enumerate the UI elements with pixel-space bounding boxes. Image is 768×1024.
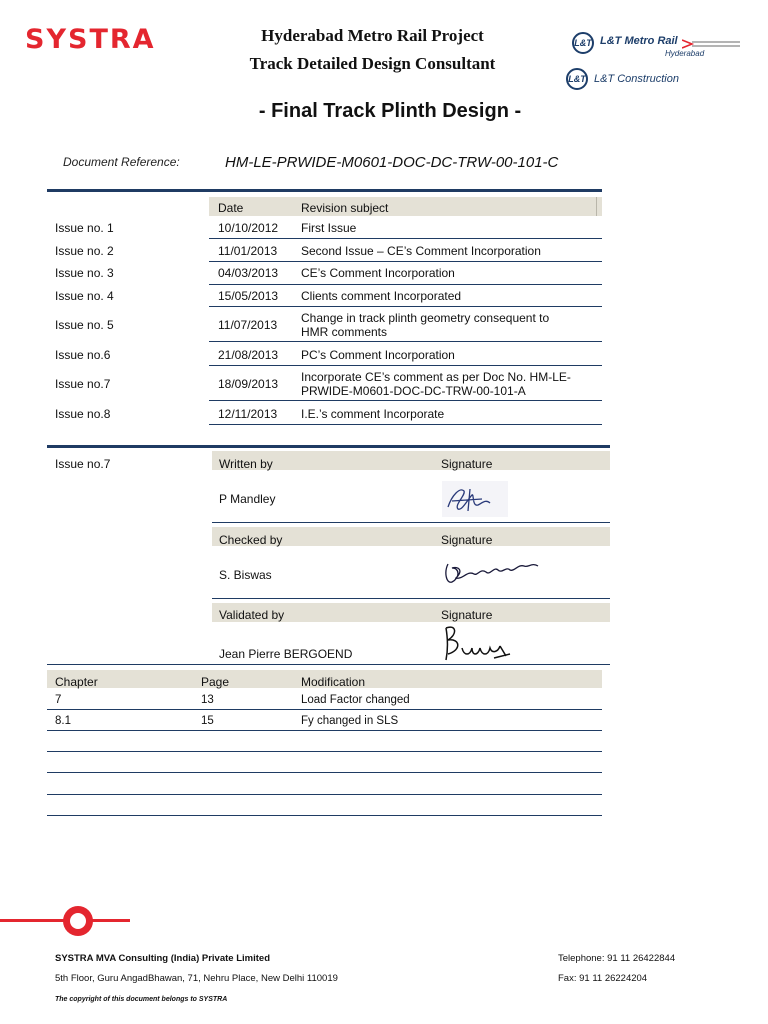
signature-label: Signature <box>441 533 493 547</box>
modification-header: Modification <box>301 675 366 689</box>
footer-circle-inner <box>70 913 86 929</box>
lt-metro-sub: Hyderabad <box>665 49 705 58</box>
signature-label: Signature <box>441 457 493 471</box>
modification-empty-rule <box>47 772 602 773</box>
modification-empty-rule <box>47 815 602 816</box>
revision-date-header: Date <box>218 201 244 215</box>
signature-label: Signature <box>441 608 493 622</box>
revision-header-band <box>209 197 602 216</box>
chapter-header: Chapter <box>55 675 98 689</box>
signature-mandley-icon <box>442 481 508 517</box>
signature-bergoend-icon <box>440 622 516 666</box>
revision-row-rule <box>209 261 602 262</box>
modification-page: 13 <box>201 694 214 706</box>
revision-date: 12/11/2013 <box>218 407 278 421</box>
metro-stripes-icon <box>682 38 742 50</box>
revision-subject-line1: Change in track plinth geometry consequent to <box>301 311 550 325</box>
revision-subject: CE’s Comment Incorporation <box>301 266 455 280</box>
document-reference-label: Document Reference: <box>63 155 180 169</box>
footer-fax: Fax: 91 11 26224204 <box>558 973 648 984</box>
modification-row-rule <box>47 730 602 731</box>
revision-date: 15/05/2013 <box>218 289 279 303</box>
modification-row-rule <box>47 709 602 710</box>
modification-text: Load Factor changed <box>301 694 410 706</box>
revision-subject: Clients comment Incorporated <box>301 289 462 303</box>
revision-subject-line1: Incorporate CE’s comment as per Doc No. HM-LE- <box>301 370 571 384</box>
signature-biswas-icon <box>440 556 544 590</box>
approval-top-rule <box>47 445 610 448</box>
revision-date: 11/01/2013 <box>218 244 278 258</box>
checked-by-label: Checked by <box>219 533 283 547</box>
revision-subject: First Issue <box>301 221 357 235</box>
lt-construction-name: L&T Construction <box>594 73 679 85</box>
revision-issue: Issue no. 3 <box>55 266 114 280</box>
modification-empty-rule <box>47 751 602 752</box>
revision-issue: Issue no.8 <box>55 407 111 421</box>
modifications-top-rule <box>47 664 610 665</box>
revision-subject: I.E.’s comment Incorporate <box>301 407 445 421</box>
approval-issue: Issue no.7 <box>55 457 111 471</box>
revision-issue: Issue no. 1 <box>55 221 114 235</box>
footer-telephone: Telephone: 91 11 26422844 <box>558 953 676 964</box>
revision-row-rule <box>209 424 602 425</box>
footer-address: 5th Floor, Guru AngadBhawan, 71, Nehru Place, New Delhi 110019 <box>55 973 338 984</box>
revision-date: 04/03/2013 <box>218 266 279 280</box>
revision-issue: Issue no. 2 <box>55 244 114 258</box>
systra-logo: SYSTRA <box>25 24 156 55</box>
document-title: - Final Track Plinth Design - <box>258 100 522 122</box>
modification-chapter: 8.1 <box>55 715 71 727</box>
modification-page: 15 <box>201 715 214 727</box>
revision-row-rule <box>209 284 602 285</box>
lt-badge-icon: L&T <box>572 32 594 54</box>
written-by-name: P Mandley <box>219 492 276 506</box>
validated-by-label: Validated by <box>219 608 285 622</box>
revision-date: 18/09/2013 <box>218 377 279 391</box>
revision-row-rule <box>209 400 602 401</box>
consultant-title: Track Detailed Design Consultant <box>249 54 496 73</box>
revision-subject-line2: HMR comments <box>301 325 388 339</box>
written-by-label: Written by <box>219 457 273 471</box>
revision-date: 10/10/2012 <box>218 221 279 235</box>
checked-by-name: S. Biswas <box>219 568 272 582</box>
revision-table-top-rule <box>47 189 602 192</box>
modification-text: Fy changed in SLS <box>301 715 399 727</box>
checked-by-rule <box>212 598 610 599</box>
written-by-rule <box>212 522 610 523</box>
footer-company: SYSTRA MVA Consulting (India) Private Limited <box>55 953 270 964</box>
modification-empty-rule <box>47 794 602 795</box>
revision-issue: Issue no. 5 <box>55 318 114 332</box>
revision-issue: Issue no.7 <box>55 377 111 391</box>
lt-metro-name: L&T Metro Rail <box>600 35 678 47</box>
footer-copyright: The copyright of this document belongs to SYSTRA <box>55 996 228 1003</box>
revision-issue: Issue no. 4 <box>55 289 114 303</box>
revision-subject: PC’s Comment Incorporation <box>301 348 455 362</box>
revision-date: 11/07/2013 <box>218 318 278 332</box>
revision-subject: Second Issue – CE’s Comment Incorporation <box>301 244 541 258</box>
revision-subject-header: Revision subject <box>301 201 389 215</box>
project-title: Hyderabad Metro Rail Project <box>261 26 484 45</box>
modification-chapter: 7 <box>55 694 62 706</box>
revision-row-rule <box>209 306 602 307</box>
revision-issue: Issue no.6 <box>55 348 111 362</box>
revision-row-rule <box>209 341 602 342</box>
revision-date: 21/08/2013 <box>218 348 279 362</box>
revision-subject-line2: PRWIDE-M0601-DOC-DC-TRW-00-101-A <box>301 384 526 398</box>
revision-header-divider <box>596 197 597 216</box>
document-reference-value: HM-LE-PRWIDE-M0601-DOC-DC-TRW-00-101-C <box>225 154 559 171</box>
validated-by-name: Jean Pierre BERGOEND <box>219 647 353 661</box>
revision-row-rule <box>209 238 602 239</box>
revision-row-rule <box>209 365 602 366</box>
lt-construction-badge-icon: L&T <box>566 68 588 90</box>
page-header: Page <box>201 675 230 689</box>
